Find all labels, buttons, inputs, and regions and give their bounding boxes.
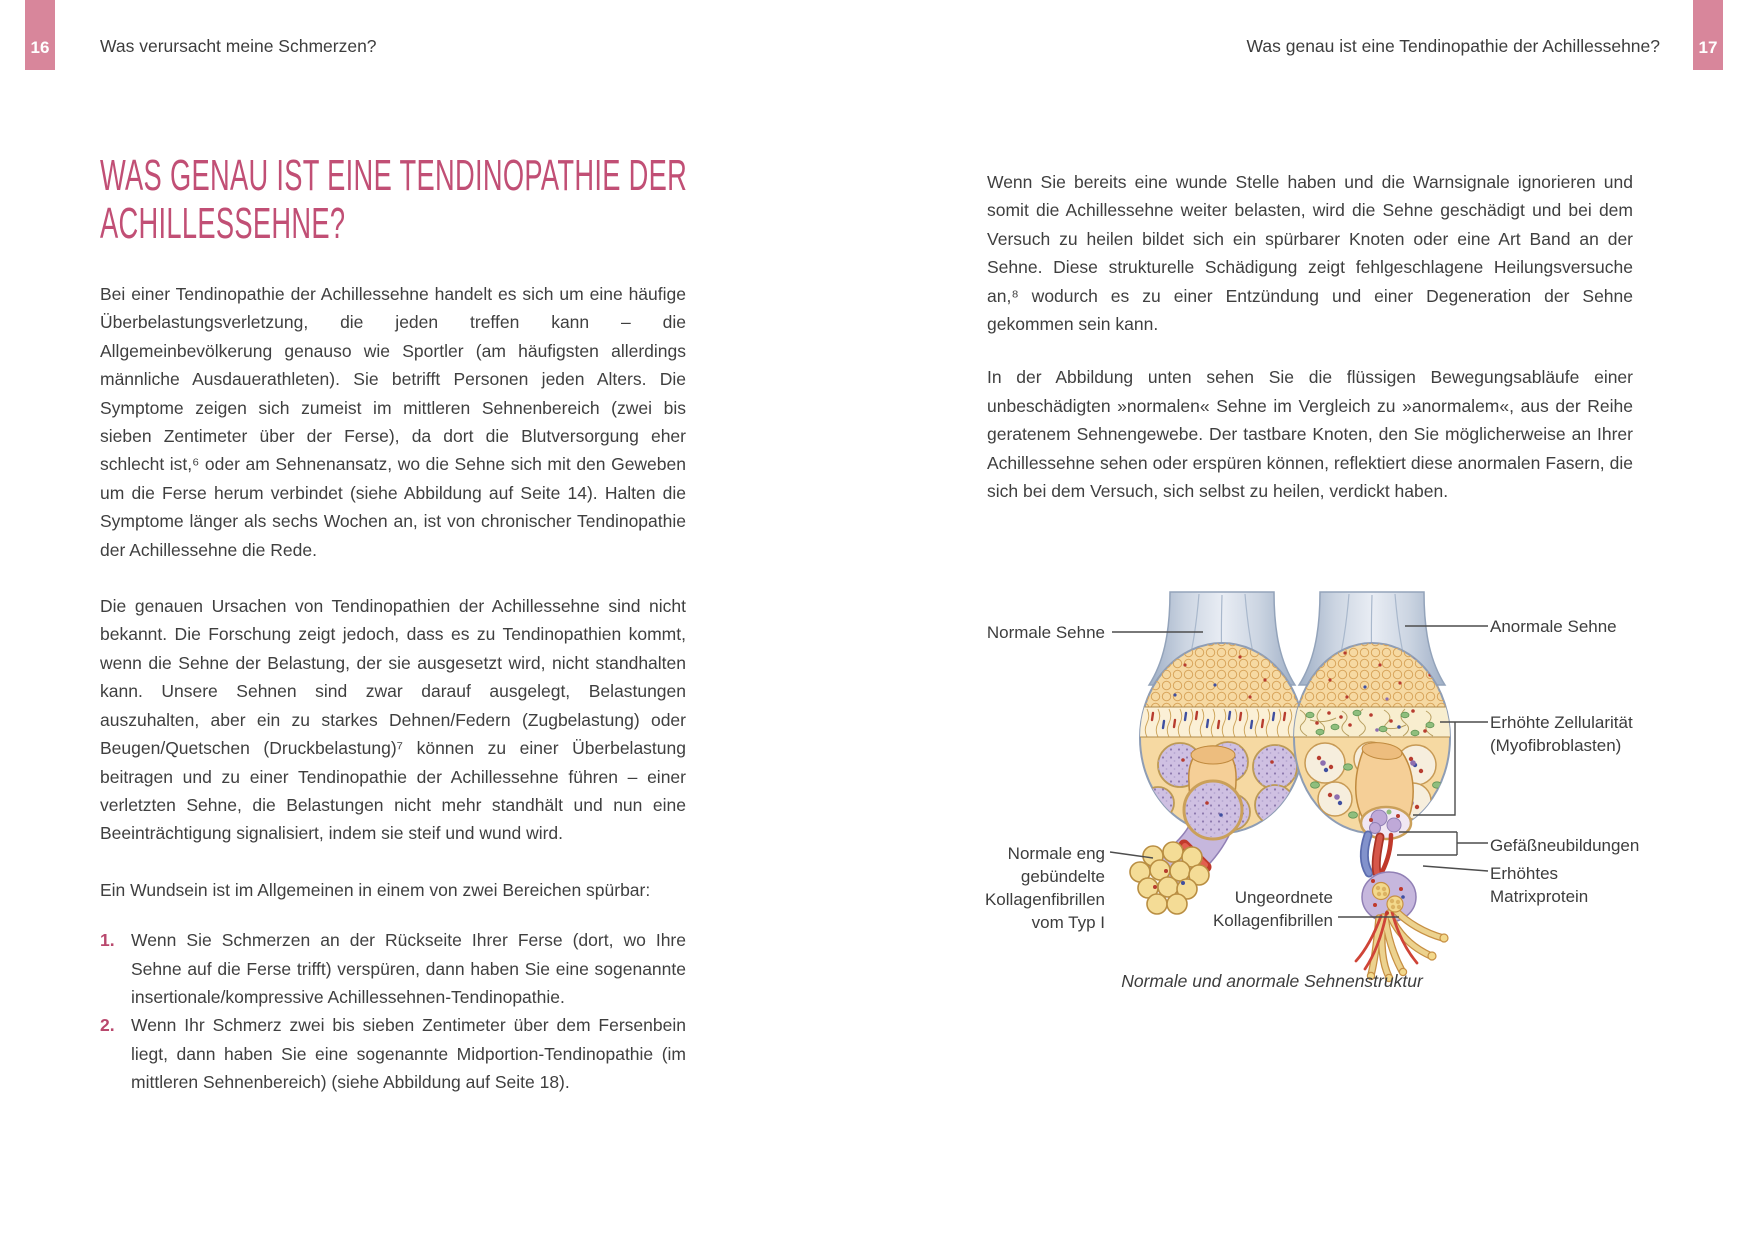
right-page-column bbox=[987, 168, 1633, 530]
left-page-column bbox=[100, 152, 686, 1097]
label-disordered-collagen-fibrils: Ungeordnete Kollagenfibrillen bbox=[1212, 888, 1333, 930]
list-number: 1. bbox=[100, 930, 115, 951]
page-number-left: 16 bbox=[25, 0, 55, 70]
label-normal-tendon: Normale Sehne bbox=[986, 623, 1105, 642]
list-number: 2. bbox=[100, 1015, 115, 1036]
paragraph: Bei einer Tendinopathie der Achillessehne handelt es sich um eine häufige Überbelastungsverletzung, die jeden treffen kann – die Allgemeinbevölkerung genauso wie Sportler (am häufigsten allerdings männliche Ausdauerathleten). Sie betrifft Personen jeden Alters. Die Symptome zeigen sich zumeist im mittleren Sehnenbereich (zwei bis sieben Zentimeter über der Ferse), da dort die Blutversorgung eher schlecht ist,⁶ oder am Sehnenansatz, wo die Sehne sich mit den Geweben um die Ferse herum verbindet (siehe Abbildung auf Seite 14). Halten die Symptome länger als sechs Wochen an, ist von chronischer Tendinopathie der Achillessehne die Rede. bbox=[100, 284, 686, 560]
label-abnormal-tendon: Anormale Sehne bbox=[1490, 617, 1617, 636]
list-item-text: Wenn Ihr Schmerz zwei bis sieben Zentimeter über dem Fersenbein liegt, dann haben Sie eine sogenannte Midportion-Tendinopathie (im mittleren Sehnenbereich) (siehe Abbildung auf Seite 18). bbox=[131, 1015, 686, 1093]
page-title: WAS GENAU IST EINE TENDINOPATHIE DER ACHILLESSEHNE? bbox=[100, 151, 688, 248]
label-neovascularization: Gefäßneubildungen bbox=[1490, 836, 1640, 855]
paragraph: Die genauen Ursachen von Tendinopathien der Achillessehne sind nicht bekannt. Die Forschung zeigt jedoch, dass es zu Tendinopathien kommt, wenn die Sehne der Belastung, der sie ausgesetzt wird, nicht standhalten kann. Unsere Sehnen sind zwar darauf ausgelegt, Belastungen auszuhalten, aber ein zu starkes Dehnen/Federn (Zugbelastung) oder Beugen/Quetschen (Druckbelastung)⁷ können zu einer Überbelastung beitragen und zu einer Tendinopathie der Achillessehne führen – einer verletzten Sehne, die Belastungen nicht mehr standhält und nun eine Beeinträchtigung signalisiert, indem sie steif und wund wird. bbox=[100, 596, 686, 844]
running-header-left: Was verursacht meine Schmerzen? bbox=[100, 36, 377, 56]
page-number-right: 17 bbox=[1693, 0, 1723, 70]
running-header-right: Was genau ist eine Tendinopathie der Achillessehne? bbox=[1246, 36, 1660, 56]
label-increased-cellularity: Erhöhte Zellularität (Myofibroblasten) bbox=[1490, 713, 1633, 755]
list-item-text: Wenn Sie Schmerzen an der Rückseite Ihrer Ferse (dort, wo Ihre Sehne auf die Ferse trifft) verspüren, dann haben Sie eine sogenannte insertionale/kompressive Achillessehnen-Tendinopathie. bbox=[131, 930, 686, 1007]
paragraph: Wenn Sie bereits eine wunde Stelle haben und die Warnsignale ignorieren und somit die Achillessehne weiter belasten, wird die Sehne geschädigt und bei dem Versuch zu heilen bildet sich ein spürbarer Knoten oder eine Art Band an der Sehne. Diese strukturelle Schädigung zeigt fehlgeschlagene Heilungsversuche an,⁸ wodurch es zu einer Entzündung und einer Degeneration der Sehne gekommen sein kann. bbox=[987, 172, 1633, 335]
ordered-list bbox=[100, 926, 686, 1096]
list-item bbox=[100, 1011, 686, 1096]
figure-caption: Normale und anormale Sehnenstruktur bbox=[1121, 971, 1423, 991]
label-increased-matrix-protein: Erhöhtes Matrixprotein bbox=[1490, 864, 1589, 906]
list-item bbox=[100, 926, 686, 1011]
tendon-structure-figure bbox=[985, 515, 1725, 1000]
label-normal-collagen-fibrils: Normale eng gebündelte Kollagenfibrillen vom Typ I bbox=[984, 844, 1105, 932]
paragraph: In der Abbildung unten sehen Sie die flüssigen Bewegungsabläufe einer unbeschädigten »normalen« Sehne im Vergleich zu »anormalem«, aus der Reihe geratenem Sehnengewebe. Der tastbare Knoten, den Sie möglicherweise an Ihrer Achillessehne sehen oder erspüren können, reflektiert diese anormalen Fasern, die sich bei dem Versuch, sich selbst zu heilen, verdickt haben. bbox=[987, 367, 1633, 502]
paragraph: Ein Wundsein ist im Allgemeinen in einem von zwei Bereichen spürbar: bbox=[100, 879, 651, 900]
